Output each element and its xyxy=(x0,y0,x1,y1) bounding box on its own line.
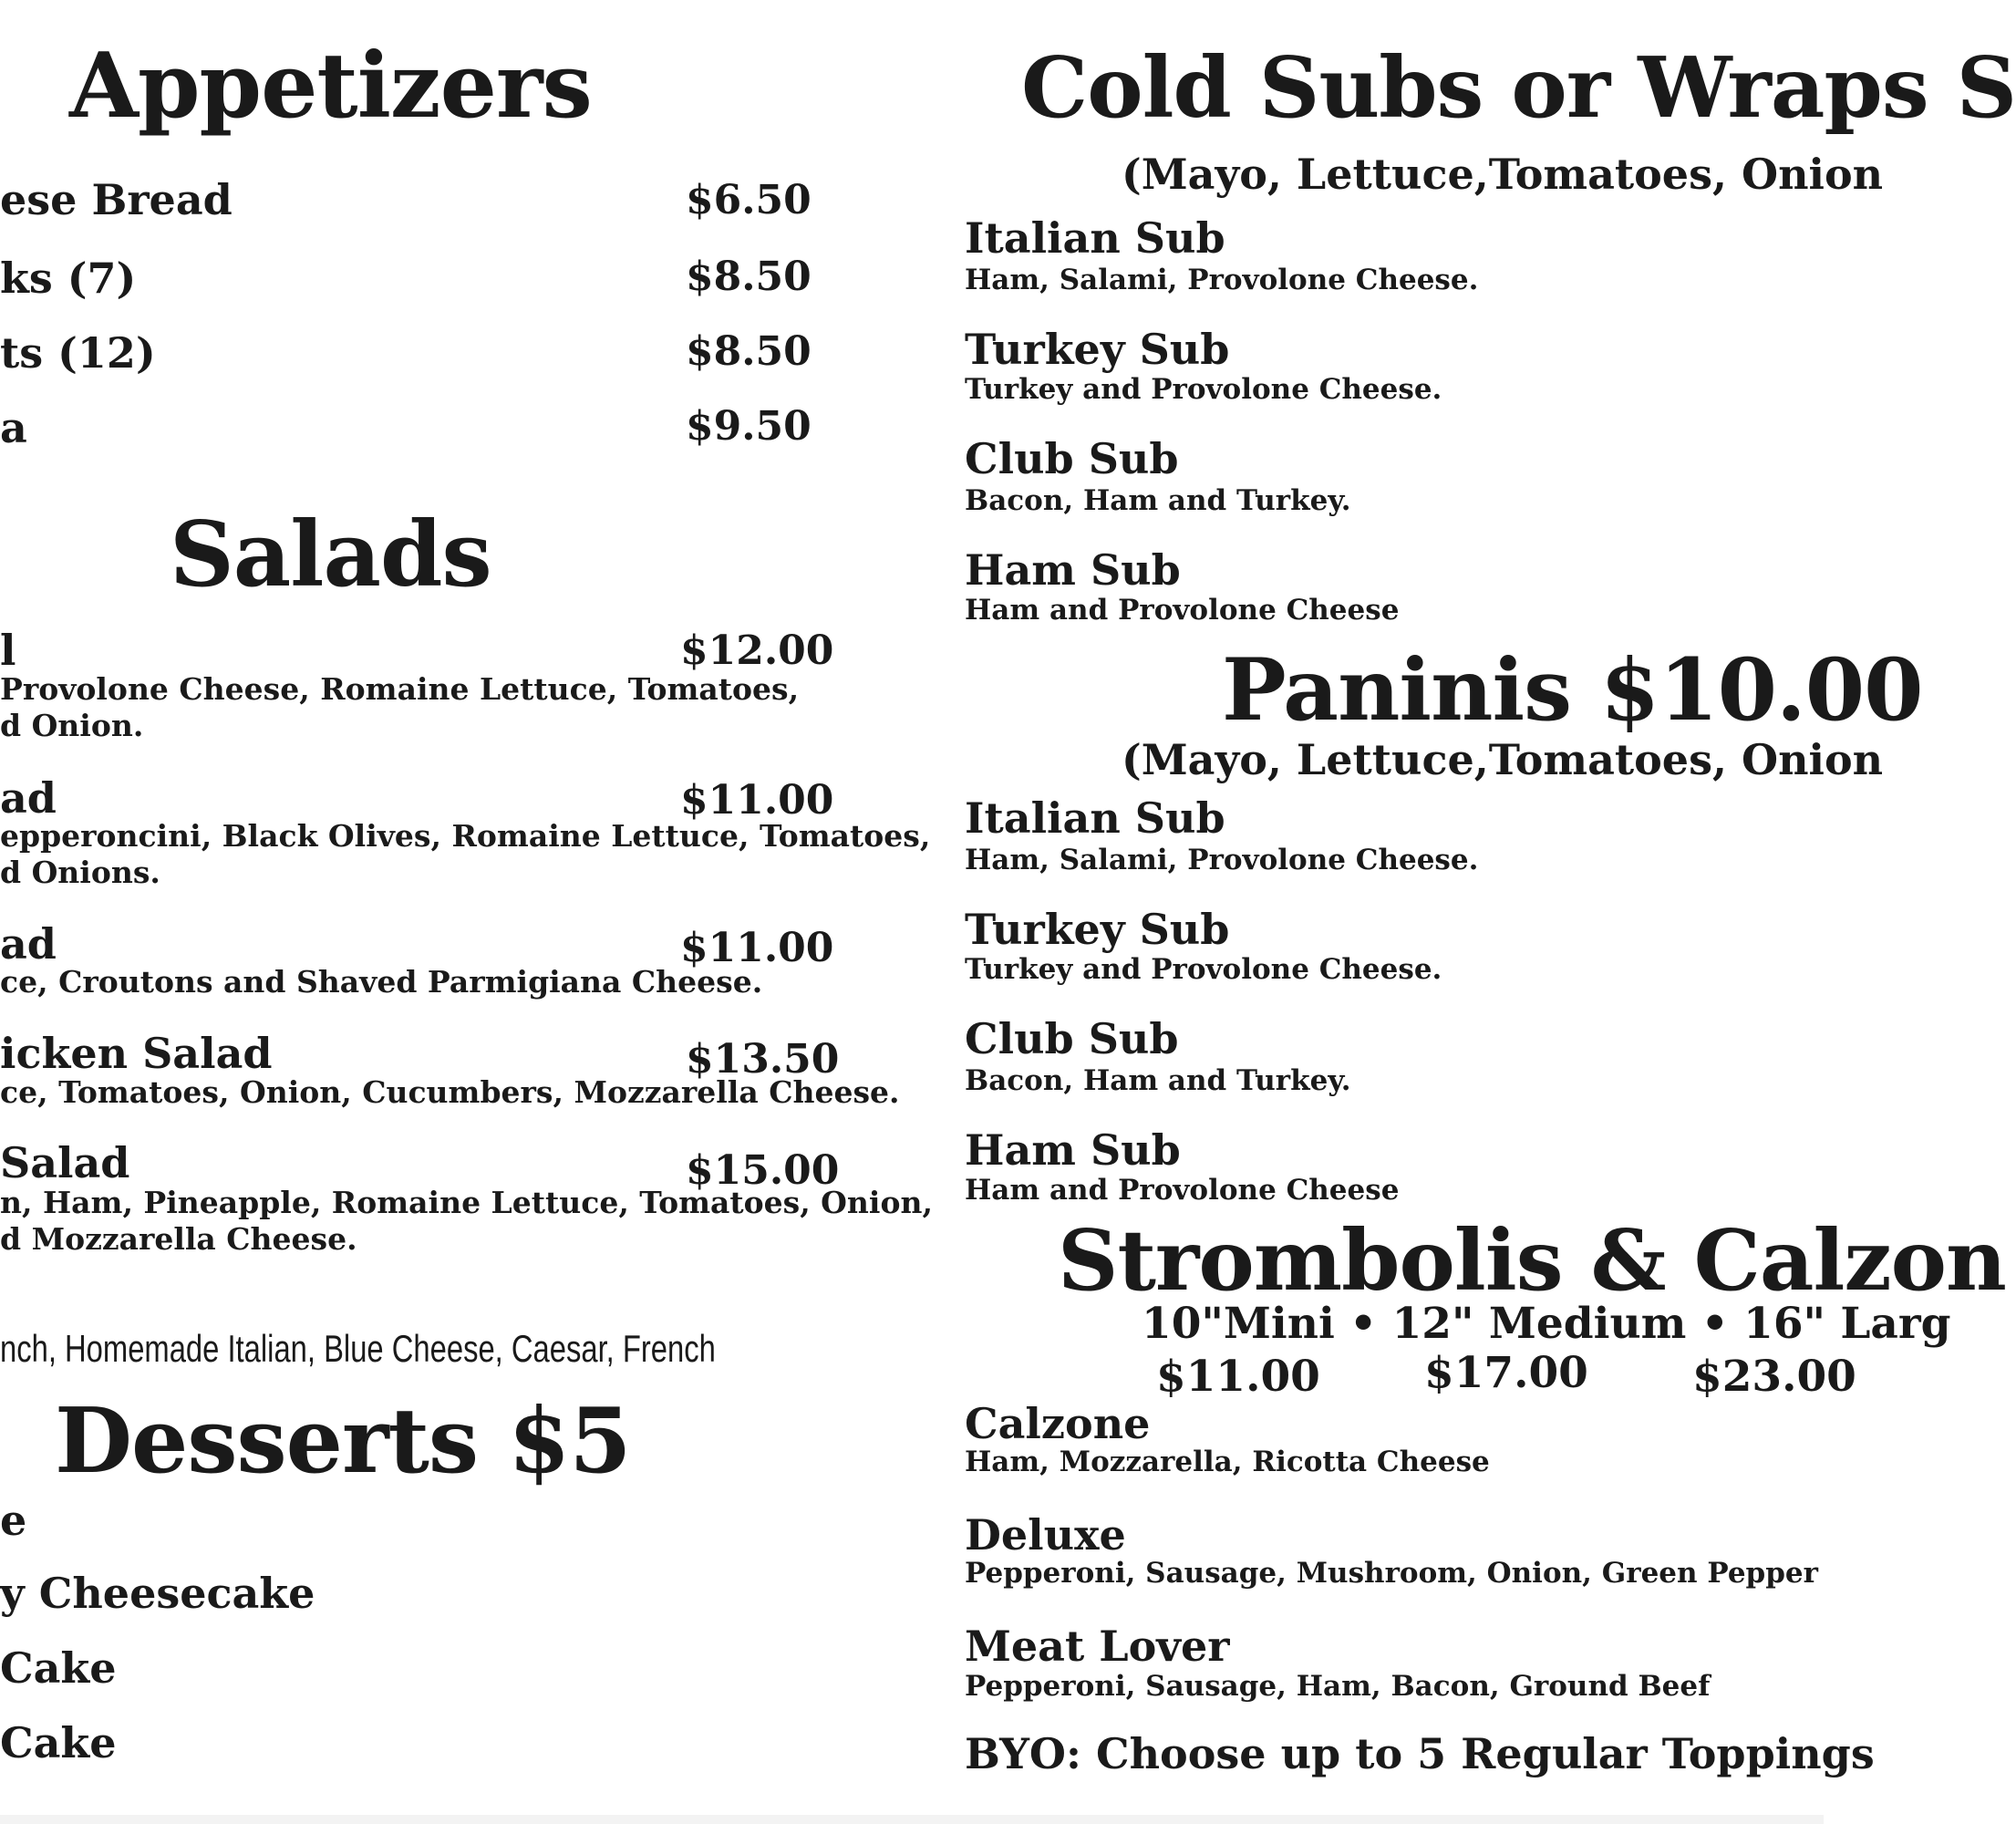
paninis-heading: Paninis $10.00 xyxy=(1222,640,1923,741)
panini-name: Turkey Sub xyxy=(965,905,1230,954)
desserts-heading: Desserts $5 xyxy=(55,1389,631,1494)
salad-name: ad xyxy=(0,773,57,823)
salad-description: epperoncini, Black Olives, Romaine Lettuce, Tomatoes, xyxy=(0,818,931,854)
strombolis-heading: Strombolis & Calzon xyxy=(1058,1211,2006,1310)
panini-description: Ham, Salami, Provolone Cheese. xyxy=(965,844,1479,876)
salad-price: $11.00 xyxy=(680,777,834,824)
stromboli-description: Ham, Mozzarella, Ricotta Cheese xyxy=(965,1446,1490,1478)
cold-sub-description: Ham and Provolone Cheese xyxy=(965,594,1400,627)
stromboli-name: Deluxe xyxy=(965,1510,1126,1560)
appetizer-price: $8.50 xyxy=(686,254,812,300)
panini-description: Bacon, Ham and Turkey. xyxy=(965,1064,1351,1097)
appetizers-heading: Appetizers xyxy=(69,34,592,139)
salad-name: icken Salad xyxy=(0,1029,273,1078)
salad-price: $12.00 xyxy=(680,627,834,674)
salad-price: $15.00 xyxy=(686,1147,840,1194)
cold-sub-description: Bacon, Ham and Turkey. xyxy=(965,484,1351,517)
size-price-medium: $17.00 xyxy=(1424,1348,1588,1398)
salad-description: d Onions. xyxy=(0,855,160,890)
cold-sub-description: Turkey and Provolone Cheese. xyxy=(965,373,1442,406)
appetizer-price: $8.50 xyxy=(686,328,812,375)
byo-note: BYO: Choose up to 5 Regular Toppings xyxy=(965,1729,1875,1778)
dessert-item: Cake xyxy=(0,1643,117,1693)
appetizer-price: $6.50 xyxy=(686,177,812,223)
salad-name: l xyxy=(0,626,16,675)
cold-sub-name: Italian Sub xyxy=(965,213,1225,263)
salad-description: d Mozzarella Cheese. xyxy=(0,1221,357,1257)
appetizer-price: $9.50 xyxy=(686,403,812,450)
cold-sub-name: Turkey Sub xyxy=(965,325,1230,374)
salad-description: Provolone Cheese, Romaine Lettuce, Tomatoes, xyxy=(0,671,800,707)
cold-subs-toppings: (Mayo, Lettuce,Tomatoes, Onion xyxy=(1122,150,1884,199)
salad-description: n, Ham, Pineapple, Romaine Lettuce, Tomatoes, Onion, xyxy=(0,1185,933,1220)
salad-description: ce, Croutons and Shaved Parmigiana Cheese. xyxy=(0,964,763,1000)
salad-price: $13.50 xyxy=(686,1036,840,1083)
panini-description: Ham and Provolone Cheese xyxy=(965,1174,1400,1207)
cold-sub-name: Ham Sub xyxy=(965,545,1181,595)
salads-heading: Salads xyxy=(170,503,491,607)
appetizer-name: ts (12) xyxy=(0,328,156,378)
salad-price: $11.00 xyxy=(680,925,834,971)
appetizer-name: a xyxy=(0,403,27,452)
stromboli-description: Pepperoni, Sausage, Ham, Bacon, Ground Beef xyxy=(965,1670,1711,1703)
size-price-large: $23.00 xyxy=(1692,1352,1856,1402)
salad-name: ad xyxy=(0,919,57,969)
panini-name: Club Sub xyxy=(965,1014,1179,1063)
appetizer-name: ks (7) xyxy=(0,254,137,303)
dressing-options: nch, Homemade Italian, Blue Cheese, Caesar, French xyxy=(0,1327,716,1370)
stromboli-name: Calzone xyxy=(965,1399,1151,1448)
page-bottom-edge xyxy=(0,1815,1824,1824)
panini-description: Turkey and Provolone Cheese. xyxy=(965,953,1442,986)
cold-sub-name: Club Sub xyxy=(965,434,1179,483)
cold-subs-heading: Cold Subs or Wraps S xyxy=(1021,38,2016,137)
size-price-mini: $11.00 xyxy=(1156,1352,1320,1402)
panini-name: Ham Sub xyxy=(965,1125,1181,1175)
paninis-toppings: (Mayo, Lettuce,Tomatoes, Onion xyxy=(1122,735,1884,784)
salad-description: d Onion. xyxy=(0,708,144,743)
appetizer-name: ese Bread xyxy=(0,175,233,224)
stromboli-description: Pepperoni, Sausage, Mushroom, Onion, Green Pepper xyxy=(965,1557,1818,1590)
dessert-item: e xyxy=(0,1496,27,1545)
salad-name: Salad xyxy=(0,1138,130,1187)
salad-description: ce, Tomatoes, Onion, Cucumbers, Mozzarella Cheese. xyxy=(0,1074,900,1110)
panini-name: Italian Sub xyxy=(965,793,1225,843)
size-options: 10"Mini • 12" Medium • 16" Larg xyxy=(1142,1299,1951,1349)
dessert-item: Cake xyxy=(0,1718,117,1767)
stromboli-name: Meat Lover xyxy=(965,1622,1230,1671)
cold-sub-description: Ham, Salami, Provolone Cheese. xyxy=(965,264,1479,296)
dessert-item: y Cheesecake xyxy=(0,1569,315,1618)
